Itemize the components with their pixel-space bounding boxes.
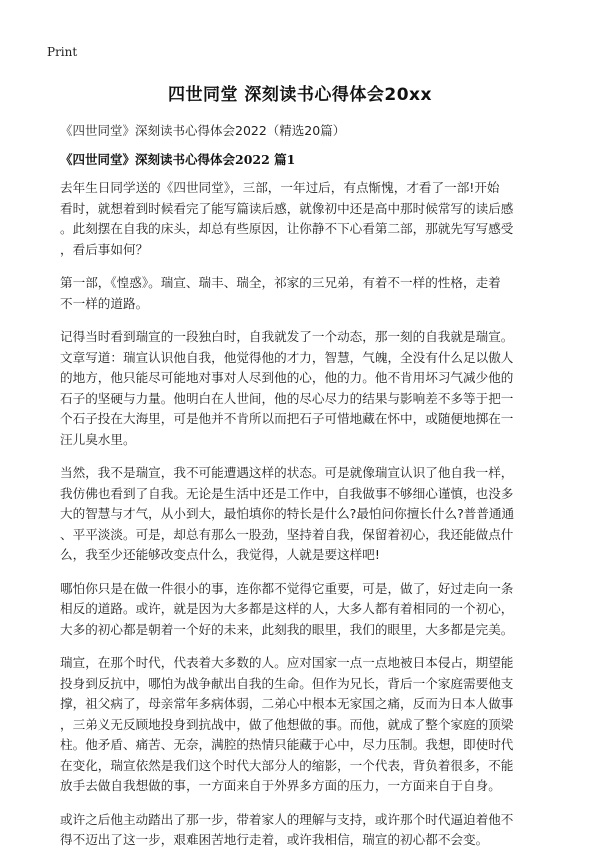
paragraph-line: 放手去做自我想做的事，一方面来自于外界多方面的压力，一方面来自于自身。 [60,778,501,793]
body-paragraph [60,810,546,851]
body-paragraph [60,653,546,797]
paragraph-line: 瑞宣，在那个时代，代表着大多数的人。应对国家一点一点地被日本侵占，期望能 [60,655,514,670]
body-paragraph [60,273,546,314]
body-paragraph [60,463,546,566]
paragraph-line: 文章写道：瑞宣认识他自我，他觉得他的才力，智慧，气魄，全没有什么足以傲人 [60,349,514,365]
paragraph-line: ，看后事如何？ [60,241,149,257]
paragraph-line: 大多的初心都是朝着一个好的未来，此刻我的眼里，我们的眼里，大多都是完美。 [60,621,514,637]
paragraph-line: 的地方，他只能尽可能地对事对人尽到他的心，他的力。他不肯用坏习气减少他的 [60,370,514,385]
print-label: Print [47,45,78,59]
paragraph-line: 。此刻摆在自我的床头，却总有些原因，让你静不下心看第二部，那就先写写感受 [60,221,514,236]
paragraph-line: 不一样的道路。 [60,295,149,311]
paragraph-line: 投身到反抗中，哪怕为战争献出自我的生命。但作为兄长，背后一个家庭需要他支 [60,675,514,691]
section-heading: 《四世同堂》深刻读书心得体会2022 篇1 [60,152,296,167]
paragraph-line: 汪儿臭水里。 [60,431,136,447]
paragraph-line: 么，我至少还能够改变点什么，我觉得，人就是要这样吧! [60,547,380,562]
paragraph-line: 在变化，瑞宣依然是我们这个时代大部分人的缩影，一个代表，背负着很多，不能 [60,757,514,773]
paragraph-line: 石子的坚硬与力量。他明白在人世间，他的尽心尽力的结果与影响差不多等于把一 [60,390,514,406]
document-subtitle: 《四世同堂》深刻读书心得体会2022（精选20篇） [60,123,346,138]
paragraph-line: 、平平淡淡。可是，却总有那么一股劲，坚持着自我，保留着初心，我还能做点什 [60,526,514,542]
paragraph-line: 记得当时看到瑞宣的一段独白时，自我就发了一个动态，那一刻的自我就是瑞宣。 [60,329,514,344]
paragraph-line: 当然，我不是瑞宣，我不可能遭遇这样的状态。可是就像瑞宣认识了他自我一样， [60,465,514,480]
paragraph-line: 或许之后他主动踏出了那一步，带着家人的理解与支持，或许那个时代逼迫着他不 [60,811,514,827]
paragraph-line: 个石子投在大海里，可是他并不肯所以而把石子可惜地藏在怀中，或随便地掷在一 [60,411,514,426]
paragraph-line: 哪怕你只是在做一件很小的事，连你都不觉得它重要，可是，做了，好过走向一条 [60,580,514,596]
paragraph-line: 相反的道路。或许，就是因为大多都是这样的人，大多人都有着相同的一个初心， [60,601,514,616]
paragraph-line: ，三弟义无反顾地投身到抗战中，做了他想做的事。而他，就成了整个家庭的顶梁 [60,716,514,732]
paragraph-line: 撑，祖父病了，母亲常年多病体弱，二弟心中根本无家国之痛，反而为日本人做事 [60,696,514,711]
paragraph-line: 柱。他矛盾、痛苦、无奈，满腔的热情只能藏于心中，尽力压制。我想，即使时代 [60,737,514,752]
paragraph-line: 大的智慧与才气，从小到大，最怕填你的特长是什么?最怕问你擅长什么?普普通通 [60,506,515,521]
body-paragraph [60,327,546,450]
body-paragraph [60,579,546,641]
document-title: 四世同堂 深刻读书心得体会20xx [167,85,432,105]
paragraph-line: 第一部，《惶惑》。瑞宣、瑞丰、瑞全，祁家的三兄弟，有着不一样的性格，走着 [60,275,501,290]
document-body [60,178,546,864]
paragraph-line: 我仿佛也看到了自我。无论是生活中还是工作中，自我做事不够细心谨慎，也没多 [60,485,514,501]
paragraph-line: 看时，就想着到时候看完了能写篇读后感，就像初中还是高中那时候常写的读后感 [60,200,514,216]
paragraph-line: 得不迈出了这一步，艰难困苦地行走着，或许我相信，瑞宣的初心都不会变。 [60,832,489,847]
body-paragraph [60,178,546,260]
paragraph-line: 去年生日同学送的《四世同堂》，三部，一年过后，有点惭愧，才看了一部!开始 [60,180,500,195]
